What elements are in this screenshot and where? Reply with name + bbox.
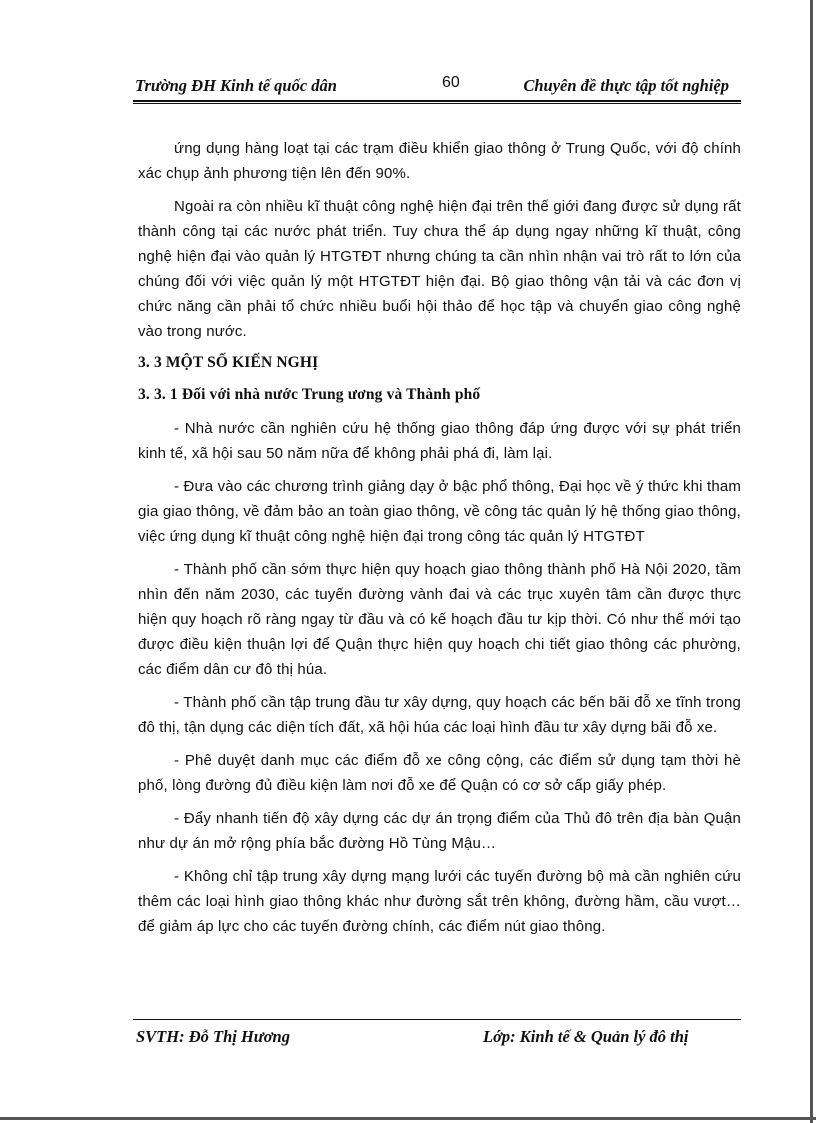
footer-student: SVTH: Đỗ Thị Hương xyxy=(136,1027,290,1046)
page-number: 60 xyxy=(442,74,460,91)
list-item: - Không chỉ tập trung xây dựng mạng lưới các tuyến đường bộ mà cần nghiên cứu thêm các loại hình giao thông khác như đường sắt trên không, đường hầm, cầu vượt…để giảm áp lực cho các tuyến đường chính, các điểm nút giao thông. xyxy=(138,868,741,935)
paragraph-continuation: ứng dụng hàng loạt tại các trạm điều khiển giao thông ở Trung Quốc, với độ chính xác chụp ảnh phương tiện lên đến 90%. xyxy=(138,140,741,182)
list-item: - Nhà nước cần nghiên cứu hệ thống giao thông đáp ứng được với sự phát triển kinh tế, xã hội sau 50 năm nữa để không phải phá đi, làm lại. xyxy=(138,420,741,462)
list-item: - Thành phố cần sớm thực hiện quy hoạch giao thông thành phố Hà Nội 2020, tầm nhìn đến năm 2030, các tuyến đường vành đai và các trục xuyên tâm cần được thực hiện quy hoạch rõ ràng ngay từ đầu và có kế hoạch đầu tư kịp thời. Có như thế mới tạo được điều kiện thuận lợi để Quận thực hiện quy hoạch chi tiết giao thông các phường, các điểm dân cư đô thị húa. xyxy=(138,561,741,678)
paragraph-technology: Ngoài ra còn nhiều kĩ thuật công nghệ hiện đại trên thế giới đang được sử dụng rất thành công tại các nước phát triển. Tuy chưa thể áp dụng ngay những kĩ thuật, công nghệ hiện đại vào quản lý HTGTĐT nhưng chúng ta cần nhìn nhận vai trò rất to lớn của chúng đối với việc quản lý một HTGTĐT hiện đại. Bộ giao thông vận tải và các đơn vị chức năng cần phải tổ chức nhiều buổi hội thảo để học tập và chuyển giao công nghệ vào trong nước. xyxy=(138,198,741,340)
footer-divider xyxy=(133,1019,741,1020)
list-item: - Thành phố cần tập trung đầu tư xây dựng, quy hoạch các bến bãi đỗ xe tĩnh trong đô thị, tận dụng các diện tích đất, xã hội húa các loại hình đầu tư xây dựng bãi đỗ xe. xyxy=(138,694,741,736)
list-item: - Phê duyệt danh mục các điểm đỗ xe công cộng, các điểm sử dụng tạm thời hè phố, lòng đường đủ điều kiện làm nơi đỗ xe để Quận có cơ sở cấp giấy phép. xyxy=(138,752,741,794)
page-shadow-right xyxy=(810,0,813,1123)
subsection-heading: 3. 3. 1 Đối với nhà nước Trung ương và Thành phố xyxy=(138,386,481,403)
footer-class: Lớp: Kinh tế & Quản lý đô thị xyxy=(483,1027,689,1046)
list-item: - Đẩy nhanh tiến độ xây dựng các dự án trọng điểm của Thủ đô trên địa bàn Quận như dự án mở rộng phía bắc đường Hồ Tùng Mậu… xyxy=(138,810,741,852)
header-school: Trường ĐH Kinh tế quốc dân xyxy=(135,76,337,95)
page-body xyxy=(138,136,741,947)
list-item: - Đưa vào các chương trình giảng dạy ở bậc phổ thông, Đại học về ý thức khi tham gia giao thông, về đảm bảo an toàn giao thông, về công tác quản lý hệ thống giao thông, việc ứng dụng kĩ thuật công nghệ hiện đại trong công tác quản lý HTGTĐT xyxy=(138,478,741,545)
page-header xyxy=(133,72,741,98)
page-shadow-bottom xyxy=(0,1117,816,1120)
header-divider xyxy=(133,100,741,104)
section-heading: 3. 3 MỘT SỐ KIẾN NGHỊ xyxy=(138,354,319,371)
header-title: Chuyên đề thực tập tốt nghiệp xyxy=(523,76,729,95)
